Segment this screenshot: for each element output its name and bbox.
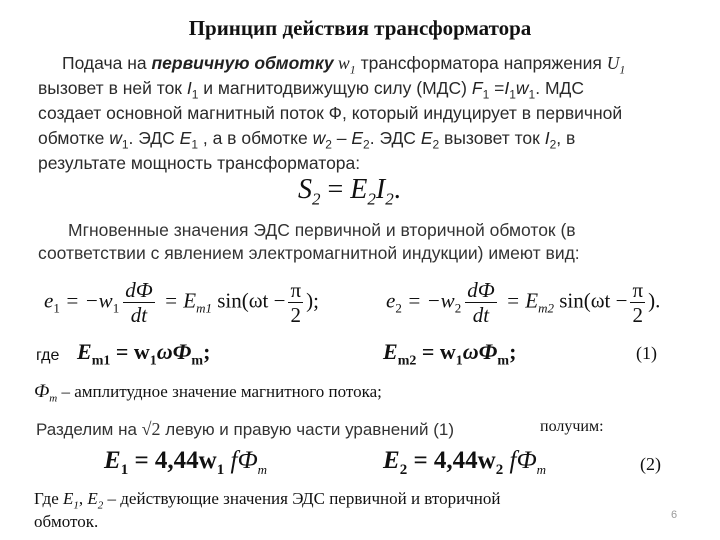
sub: m2 <box>538 300 554 316</box>
text: . МДС <box>535 78 585 98</box>
symbol-E: E <box>383 339 398 364</box>
symbol-w: w <box>515 78 529 98</box>
sub: 2 <box>495 462 504 478</box>
sub: 2 <box>367 189 376 209</box>
text: = w <box>110 339 150 364</box>
equation-e2 <box>386 278 660 327</box>
sub: 1 <box>509 87 516 102</box>
text: = −w <box>59 288 113 313</box>
symbol-U: U <box>606 53 620 73</box>
denominator: dt <box>130 303 148 327</box>
fraction-dphi-dt <box>123 278 154 327</box>
sub: 1 <box>112 300 120 316</box>
period: . <box>393 174 401 205</box>
sub: m <box>191 353 204 369</box>
denominator: 2 <box>632 303 644 327</box>
text: = w <box>416 339 456 364</box>
text: вызовет ток <box>439 128 545 148</box>
sub: 2 <box>395 300 402 316</box>
sub: 1 <box>455 353 463 369</box>
text: Где <box>34 489 63 508</box>
sub: 1 <box>149 353 157 369</box>
phi-m-line <box>34 381 382 404</box>
text: sin(ωt − <box>211 288 286 313</box>
sub: 1 <box>619 62 626 77</box>
symbol-w: w <box>109 128 122 148</box>
text: Разделим на <box>36 420 142 439</box>
sub: 1 <box>73 499 79 512</box>
sub: m <box>497 353 510 369</box>
sub: 1 <box>216 462 225 478</box>
equation-number-2: (2) <box>640 454 661 474</box>
text: = E <box>158 288 197 313</box>
text: = <box>489 78 505 98</box>
denominator: 2 <box>290 303 302 327</box>
sub: m <box>49 392 58 405</box>
conclusion-line1 <box>34 489 500 511</box>
para2-line1: Мгновенные значения ЭДС первичной и вторичной обмоток (в <box>68 220 576 240</box>
sub: m <box>257 462 267 477</box>
symbol-E: E <box>420 128 433 148</box>
sub: 2 <box>312 189 321 209</box>
text: вызовет в ней ток <box>38 78 187 98</box>
sub: 2 <box>385 189 394 209</box>
sub: 2 <box>454 300 462 316</box>
symbol-E: E <box>104 447 121 474</box>
fraction-dphi-dt <box>465 278 496 327</box>
text: = −w <box>401 288 455 313</box>
para1-line1 <box>62 53 625 78</box>
text: = E <box>500 288 539 313</box>
sub: m1 <box>91 353 111 369</box>
sub: 2 <box>325 137 332 152</box>
symbol-E: E <box>77 339 92 364</box>
text: ); <box>306 288 319 313</box>
sub: 1 <box>53 300 60 316</box>
sub: 2 <box>363 137 370 152</box>
text: = 4,44w <box>407 447 496 474</box>
symbol-F: F <box>471 78 483 98</box>
sub: m2 <box>397 353 417 369</box>
e2-formula <box>383 447 546 479</box>
numerator: dФ <box>467 278 495 302</box>
sub: 2 <box>399 462 408 478</box>
text: fФ <box>224 447 258 474</box>
text: , а в обмотке <box>198 128 313 148</box>
text: – амплитудное значение магнитного потока; <box>57 382 382 401</box>
symbol-S: S <box>298 174 312 205</box>
equation-e1 <box>44 278 319 327</box>
text: sin(ωt − <box>553 288 628 313</box>
sub: 1 <box>191 87 199 102</box>
where-label: где <box>36 347 60 364</box>
page-number: 6 <box>671 509 678 521</box>
slide-title: Принцип действия трансформатора <box>188 16 532 40</box>
text: ; <box>203 339 211 364</box>
symbol-E: E <box>63 489 74 508</box>
sqrt-two: √2 <box>141 419 161 439</box>
symbol-I: I <box>504 78 510 98</box>
text: = 4,44w <box>128 447 217 474</box>
text: трансформатора напряжения <box>355 53 607 73</box>
text: – <box>331 128 352 148</box>
text: ; <box>509 339 517 364</box>
para2-line2: соответствии с явлением электромагнитной индукции) имеют вид: <box>38 243 580 263</box>
para1-line5: результате мощность трансформатора: <box>38 153 361 173</box>
text: ). <box>648 288 661 313</box>
symbol-I: I <box>544 128 550 148</box>
sub: 1 <box>528 87 536 102</box>
e1-formula <box>104 447 267 479</box>
em2-formula <box>383 339 516 369</box>
numerator: π <box>632 278 644 302</box>
para1-line4 <box>38 128 575 152</box>
sub: 1 <box>349 62 356 77</box>
symbol-w: w <box>333 53 350 73</box>
numerator: π <box>290 278 302 302</box>
symbol-e: e <box>386 288 396 313</box>
get-text: получим: <box>540 418 604 435</box>
equation-number-1: (1) <box>636 343 657 363</box>
symbol-E: E <box>350 174 368 205</box>
sub: 2 <box>549 137 557 152</box>
text: . ЭДС <box>128 128 180 148</box>
symbol-E: E <box>383 447 400 474</box>
text: , в <box>556 128 576 148</box>
sub: 2 <box>97 499 104 512</box>
symbol-E: E <box>87 489 98 508</box>
sub: 1 <box>120 462 129 478</box>
symbol-I: I <box>186 78 192 98</box>
symbol-w: w <box>312 128 326 148</box>
text: обмотке <box>38 128 110 148</box>
sub: m1 <box>196 300 212 316</box>
para1-line3: создает основной магнитный поток Ф, который индуцирует в первичной <box>38 103 623 123</box>
symbol-I: I <box>375 174 386 205</box>
sub: 1 <box>191 137 198 152</box>
power-formula <box>298 174 401 210</box>
fraction-pi-2 <box>630 278 645 327</box>
conclusion-line2: обмоток. <box>34 512 99 531</box>
numerator: dФ <box>125 278 153 302</box>
symbol-e: e <box>44 288 54 313</box>
symbol-E: E <box>179 128 192 148</box>
emphasis-primary-winding: первичную обмотку <box>151 53 334 73</box>
sub: 2 <box>432 137 440 152</box>
text: , <box>78 489 88 508</box>
equals: = <box>320 174 351 205</box>
text: – действующие значения ЭДС первичной и вторичной <box>103 489 501 508</box>
para1-line2 <box>38 78 584 102</box>
text: ωФ <box>156 339 192 364</box>
symbol-phi: Ф <box>34 381 50 402</box>
em1-formula <box>77 339 210 369</box>
text: и магнитодвижущую силу (МДС) <box>198 78 472 98</box>
symbol-E: E <box>351 128 364 148</box>
fraction-pi-2 <box>288 278 303 327</box>
text: fФ <box>503 447 537 474</box>
text: ωФ <box>462 339 498 364</box>
text: левую и правую части уравнений (1) <box>160 420 455 439</box>
sub: m <box>536 462 546 477</box>
text: Подача на <box>62 53 152 73</box>
denominator: dt <box>472 303 490 327</box>
sub: 1 <box>482 87 490 102</box>
sub: 1 <box>121 137 129 152</box>
text: . ЭДС <box>369 128 421 148</box>
divide-line <box>36 419 454 440</box>
